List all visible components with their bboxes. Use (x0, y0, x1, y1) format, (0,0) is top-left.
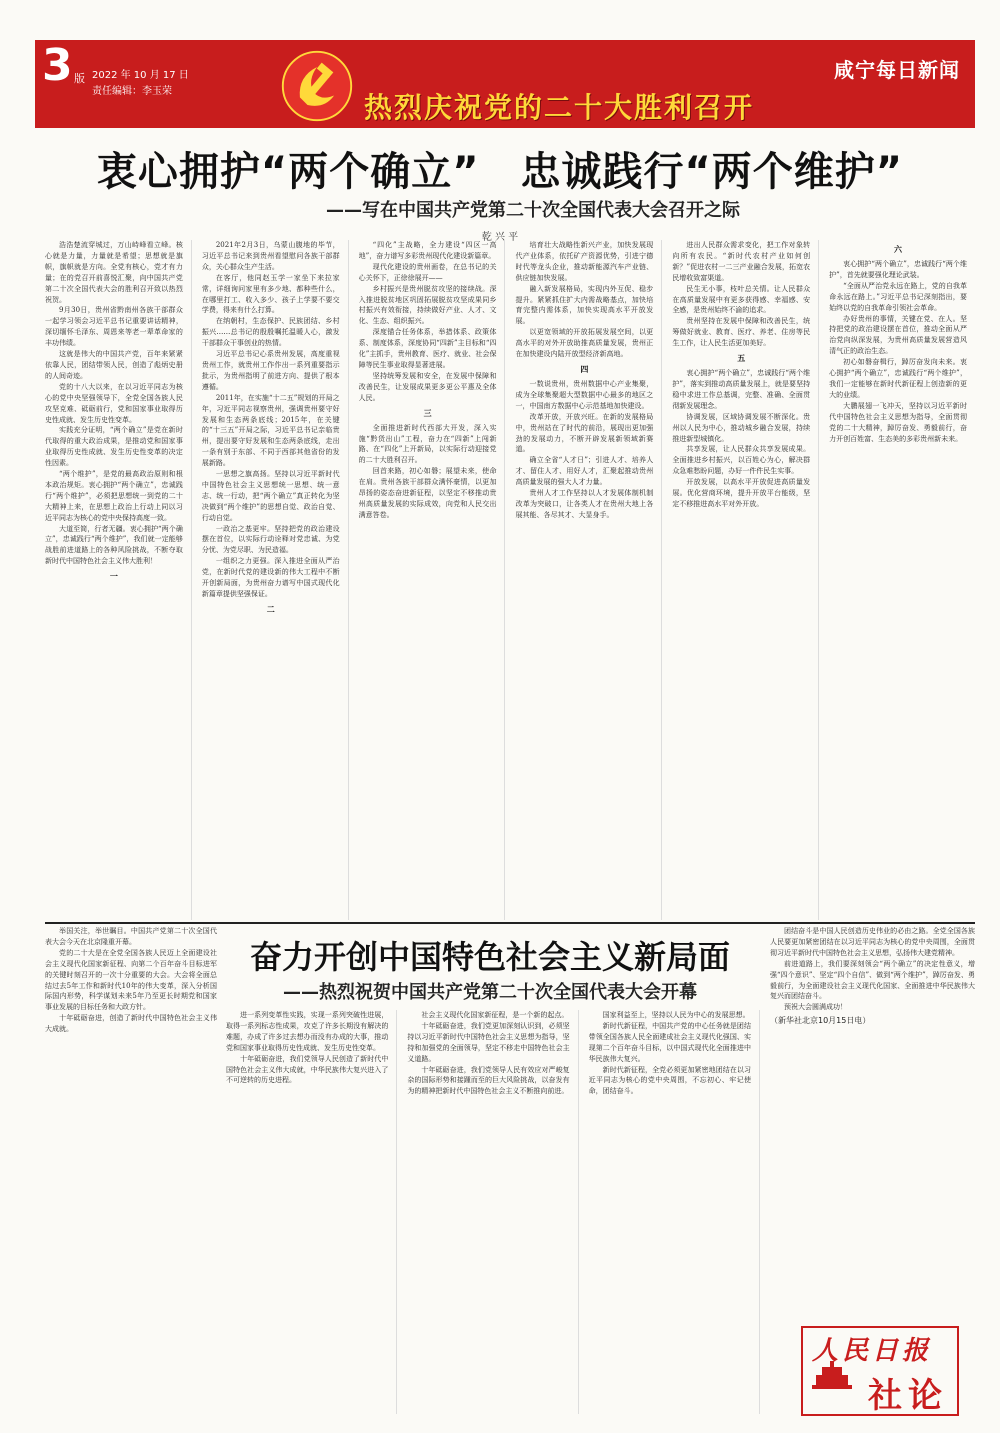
editorial-subhead: ——热烈祝贺中国共产党第二十次全国代表大会开幕 (283, 982, 697, 1003)
paragraph: 以更宽领域的开放拓展发展空间，以更高水平的对外开放助推高质量发展，贵州正在加快建设内陆开放型经济新高地。 (515, 328, 654, 359)
editor-credit: 责任编辑：李玉荣 (92, 86, 172, 97)
paragraph: 贵州坚持在发展中保障和改善民生，统筹做好就业、教育、医疗、养老、住房等民生工作，让人民生活更加美好。 (672, 317, 811, 348)
page-label: 版 (74, 72, 85, 85)
paragraph: 初心如磐奋楫行，踔厉奋发向未来。衷心拥护“两个确立”，忠诚践行“两个维护”，我们一定能够在新时代新征程上创造新的更大的业绩。 (829, 358, 967, 399)
paragraph: 培育壮大战略性新兴产业，加快发展现代产业体系，依托矿产资源优势，引进宁德时代等龙头企业，推动新能源汽车产业链、供应链加快发展。 (515, 241, 654, 282)
paragraph: 党的十八大以来，在以习近平同志为核心的党中央坚强领导下，全党全国各族人民攻坚克难、砥砺前行，党和国家事业取得历史性成就、发生历史性变革。 (45, 382, 183, 424)
paragraph: “全面从严治党永远在路上，党的自我革命永远在路上。”习近平总书记深刻指出，要始终以党的自我革命引领社会革命。 (829, 281, 967, 312)
article-headline: 衷心拥护“两个确立” 忠诚践行“两个维护” (96, 149, 904, 195)
paragraph: 乡村振兴是贵州脱贫攻坚的接续战。深入推进脱贫地区巩固拓展脱贫攻坚成果同乡村振兴有效衔接，持续做好产业、人才、文化、生态、组织振兴。 (358, 284, 497, 326)
paragraph: 共享发展，让人民群众共享发展成果。全面推进乡村振兴，以百姓心为心，解决群众急难愁盼问题，办好一件件民生实事。 (672, 445, 811, 476)
paragraph: 坚持统筹发展和安全，在发展中保障和改善民生，让发展成果更多更公平惠及全体人民。 (358, 371, 497, 402)
editorial-column (407, 1010, 578, 1414)
paragraph: 深度锚合任务体系，举措体系、政策体系、制度体系，深度协同“四新”主目标和“四化”主抓手，贵州教育、医疗、就业、社会保障等民生事业取得显著进展。 (358, 328, 497, 369)
editorial-left-column (45, 926, 217, 1414)
banner-title: 热烈庆祝党的二十大胜利召开 (364, 91, 755, 124)
paragraph: 社会主义现代化国家新征程，是一个新的起点。 (421, 1011, 569, 1019)
paragraph: 一思想之旗高扬。坚持以习近平新时代中国特色社会主义思想统一思想、统一意志、统一行动，把“两个确立”真正转化为坚决做到“两个维护”的思想自觉、政治自觉、行动自觉。 (201, 470, 340, 522)
paragraph: 十年砥砺奋进，我们党领导人民创造了新时代中国特色社会主义伟大成就，中华民族伟大复兴进入了不可逆转的历史进程。 (226, 1054, 389, 1085)
paragraph: 民生无小事，枝叶总关情。让人民群众在高质量发展中有更多获得感、幸福感、安全感，是贵州始终不渝的追求。 (672, 284, 811, 315)
paragraph: 新时代新征程，中国共产党的中心任务就是团结带领全国各族人民全面建成社会主义现代化强国、实现第二个百年奋斗目标，以中国式现代化全面推进中华民族伟大复兴。 (588, 1021, 751, 1063)
paragraph: 国家利益至上，坚持以人民为中心的发展思想。 (602, 1011, 750, 1019)
paragraph: 衷心拥护“两个确立”，忠诚践行“两个维护”，首先就要强化理论武装。 (829, 260, 967, 279)
paragraph: 十年砥砺奋进，创造了新时代中国特色社会主义伟大成就。 (45, 1014, 217, 1034)
paragraph: 大鹏展翅一飞冲天，坚持以习近平新时代中国特色社会主义思想为指导，全面贯彻党的二十大精神，踔厉奋发、勇毅前行，奋力开创百姓富、生态美的多彩贵州新未来。 (829, 401, 967, 443)
paper-name: 咸宁每日新闻 (834, 58, 960, 82)
article-byline: 乾 兴 平 (481, 232, 519, 243)
paragraph: 一数说贵州，贵州数据中心产业集聚，成为全球集聚超大型数据中心最多的地区之一，中国南方数据中心示范基地加快建设。 (515, 379, 654, 410)
editorial-label: 社论 (868, 1376, 948, 1416)
paragraph: 在客厅，他同赵玉学一家坐下来拉家常，详细询问家里有多少地、都种些什么，在哪里打工、收入多少、孩子上学要不要交学费，得来有什么打算。 (201, 273, 340, 315)
dateline: （新华社北京10月15日电） (770, 1016, 871, 1026)
paragraph: “两个维护”，是党的最高政治原则和根本政治规矩。衷心拥护“两个确立”，忠诚践行“两个维护”，必须把思想统一到党的二十大精神上来，在思想上政治上行动上同以习近平同志为核心的党中央保持高度一致。 (45, 470, 183, 522)
section-heading: 五 (737, 354, 746, 364)
paragraph: 开放发展，以高水平开放促进高质量发展。优化营商环境，提升开放平台能级，坚定不移推进高水平对外开放。 (672, 478, 811, 508)
page-number: 3 (42, 40, 73, 91)
paragraph: 这就是伟大的中国共产党，百年来紧紧依靠人民，团结带领人民，创造了彪炳史册的人间奇迹。 (45, 350, 183, 380)
section-heading: 一 (109, 572, 118, 582)
paragraph: 十年砥砺奋进，我们党领导人民有效应对严峻复杂的国际形势和接踵而至的巨大风险挑战，以奋发有为的精神把新时代中国特色社会主义不断推向前进。 (407, 1065, 570, 1096)
paragraph: 实践充分证明，“两个确立”是党在新时代取得的重大政治成果，是推动党和国家事业取得历史性成就、发生历史性变革的决定性因素。 (45, 426, 183, 468)
paragraph: 2021年2月3日，乌蒙山腹地的毕节，习近平总书记来到贵州看望慰问各族干部群众，关心群众生产生活。 (201, 241, 340, 271)
paragraph: 确立全省“人才日”；引进人才、培养人才、留住人才、用好人才，汇聚起推动贵州高质量发展的强大人才力量。 (515, 456, 654, 487)
editorial-right-column (770, 926, 975, 1298)
paragraph: 新时代新征程，全党必须更加紧密地团结在以习近平同志为核心的党中央周围，不忘初心、牢记使命，团结奋斗。 (588, 1065, 751, 1096)
publish-date: 2022 年 10 月 17 日 (92, 70, 189, 81)
paragraph: 进一系列变革性实践，实现一系列突破性进展，取得一系列标志性成果，攻克了许多长期没有解决的难题，办成了许多过去想办而没有办成的大事，推动党和国家事业取得历史性成就、发生历史性变革。 (226, 1011, 389, 1052)
paragraph: 融入新发展格局，实现内外互促、稳步提升。紧紧抓住扩大内需战略基点，加快培育完整内需体系，加快实现高水平开放发展。 (515, 284, 654, 326)
paragraph: 衷心拥护“两个确立”，忠诚践行“两个维护”，落实到推动高质量发展上，就是要坚持稳中求进工作总基调，完整、准确、全面贯彻新发展理念。 (672, 369, 811, 410)
paragraph: 贵州人才工作坚持以人才发展体制机制改革为突破口，让各类人才在贵州大地上各展其能、各尽其才、大显身手。 (515, 489, 654, 519)
paragraph: 党的二十大是在全党全国各族人民迈上全面建设社会主义现代化国家新征程、向第二个百年奋斗目标进军的关键时刻召开的一次十分重要的大会。大会将全面总结过去5年工作和新时代10年的伟大变革，深入分析国际国内形势，科学谋划未来5年乃至更长时期党和国家事业发展的目标任务和大政方针。 (45, 948, 217, 1012)
paragraph: 在纳朝村，生态保护、民族团结、乡村振兴……总书记的殷殷嘱托温暖人心，激发干部群众干事创业的热情。 (201, 317, 340, 348)
article-column (829, 240, 975, 920)
paragraph: “四化”主战略，全力建设“四区一高地”，奋力谱写多彩贵州现代化建设新篇章。 (358, 241, 497, 260)
paragraph: 举国关注，举世瞩目。中国共产党第二十次全国代表大会今天在北京隆重开幕。 (45, 927, 217, 946)
article-column (672, 240, 819, 920)
paragraph: 浩浩楚流穿城过，万山峙峰看立峰。核心就是力量，力量就是希望；思想就是旗帜，旗帜就是方向。全党有核心，党才有力量；在的党召开前喜悦汇聚，向中国共产党第二十次全国代表大会的胜利召开致以热烈祝贺。 (45, 241, 183, 304)
party-emblem-icon (278, 48, 356, 124)
paragraph: 9月30日，贵州省黔南州各族干部群众一起学习领会习近平总书记重要讲话精神，深切缅怀毛泽东、周恩来等老一辈革命家的丰功伟绩。 (45, 306, 183, 348)
paragraph: 前进道路上，我们要深刻领会“两个确立”的决定性意义，增强“四个意识”、坚定“四个自信”、做到“两个维护”，踔厉奋发、勇毅前行，为全面建设社会主义现代化国家、全面推进中华民族伟大复兴而团结奋斗。 (770, 959, 975, 1001)
paragraph: 一政治之基更牢。坚持把党的政治建设摆在首位，以实际行动诠释对党忠诚、为党分忧、为党尽职、为民造福。 (201, 524, 340, 555)
paragraph: 回首来路，初心如磐；展望未来，使命在肩。贵州各族干部群众满怀豪情，以更加昂扬的姿态奋进新征程，以坚定不移推动贵州高质量发展的实际成效，向党和人民交出满意答卷。 (358, 467, 497, 519)
paragraph: 全面推进新时代西部大开发，深入实施“黔货出山”工程，奋力在“四新”上闯新路、在“四化”上开新局，以实际行动迎接党的二十大胜利召开。 (358, 423, 497, 465)
section-heading: 六 (894, 245, 903, 254)
article-subhead: ——写在中国共产党第二十次全国代表大会召开之际 (326, 200, 740, 221)
section-heading: 四 (580, 364, 589, 374)
article-body (45, 240, 975, 920)
editorial-column (226, 1010, 397, 1414)
section-heading: 三 (423, 408, 432, 418)
article-column (515, 240, 662, 920)
paragraph: 习近平总书记心系贵州发展，高度重视贵州工作，就贵州工作作出一系列重要指示批示，为贵州指明了前进方向、提供了根本遵循。 (201, 350, 340, 391)
article-column (45, 240, 192, 920)
paragraph: 现代化建设的贵州画卷，在总书记的关心关怀下，正徐徐展开—— (358, 262, 497, 282)
paragraph: 大道至简，行者无疆。衷心拥护“两个确立”，忠诚践行“两个维护”，我们就一定能够战胜前进道路上的各种风险挑战，不断夺取新时代中国特色社会主义伟大胜利！ (45, 524, 183, 566)
editorial-headline: 奋力开创中国特色社会主义新局面 (249, 938, 730, 976)
paragraph: 一组织之力更强。深入推进全面从严治党，在新时代党的建设新的伟大工程中不断开创新局面，为贵州奋力谱写中国式现代化新篇章提供坚强保证。 (201, 557, 340, 598)
editorial-column (589, 1010, 760, 1414)
article-column (359, 240, 506, 920)
editorial-source: 人民日报 (812, 1336, 933, 1366)
paragraph: 办好贵州的事情，关键在党、在人。坚持把党的政治建设摆在首位，推动全面从严治党向纵深发展，为贵州高质量发展营造风清气正的政治生态。 (829, 314, 967, 356)
article-column (202, 240, 349, 920)
paragraph: 十年砥砺奋进，我们党更加深刻认识到，必须坚持以习近平新时代中国特色社会主义思想为指导，坚持和加强党的全面领导，坚定不移走中国特色社会主义道路。 (407, 1021, 570, 1063)
paragraph: 改革开放，开放兴旺。在新的发展格局中，贵州站在了时代的前沿，展现出更加强劲的发展动力，不断开辟发展新领域新赛道。 (515, 412, 654, 454)
paragraph: 协调发展，区域协调发展不断深化。贵州以人民为中心，推动城乡融合发展，持续推进新型城镇化。 (672, 412, 811, 443)
section-heading: 二 (266, 604, 275, 614)
editorial-body (226, 1010, 760, 1414)
paragraph: 2011年，在实施“十二五”规划的开局之年，习近平同志视察贵州，强调贵州要守好发展和生态两条底线；2015年，在关键的“十三五”开局之际，习近平总书记亲临贵州，提出要守好发展和生态两条底线，走出一条有别于东部、不同于西部其他省份的发展新路。 (201, 393, 340, 468)
section-divider (45, 922, 975, 924)
paragraph: 团结奋斗是中国人民创造历史伟业的必由之路。全党全国各族人民要更加紧密团结在以习近平同志为核心的党中央周围，全面贯彻习近平新时代中国特色社会主义思想，弘扬伟大建党精神。 (770, 927, 975, 957)
signoff: 预祝大会圆满成功！ (784, 1003, 847, 1012)
paragraph: 进出人民群众需求变化，把工作对象转向所有农民。“新时代农村产业如何创新？”促进农村一二三产业融合发展，拓宽农民增收致富渠道。 (672, 241, 811, 282)
